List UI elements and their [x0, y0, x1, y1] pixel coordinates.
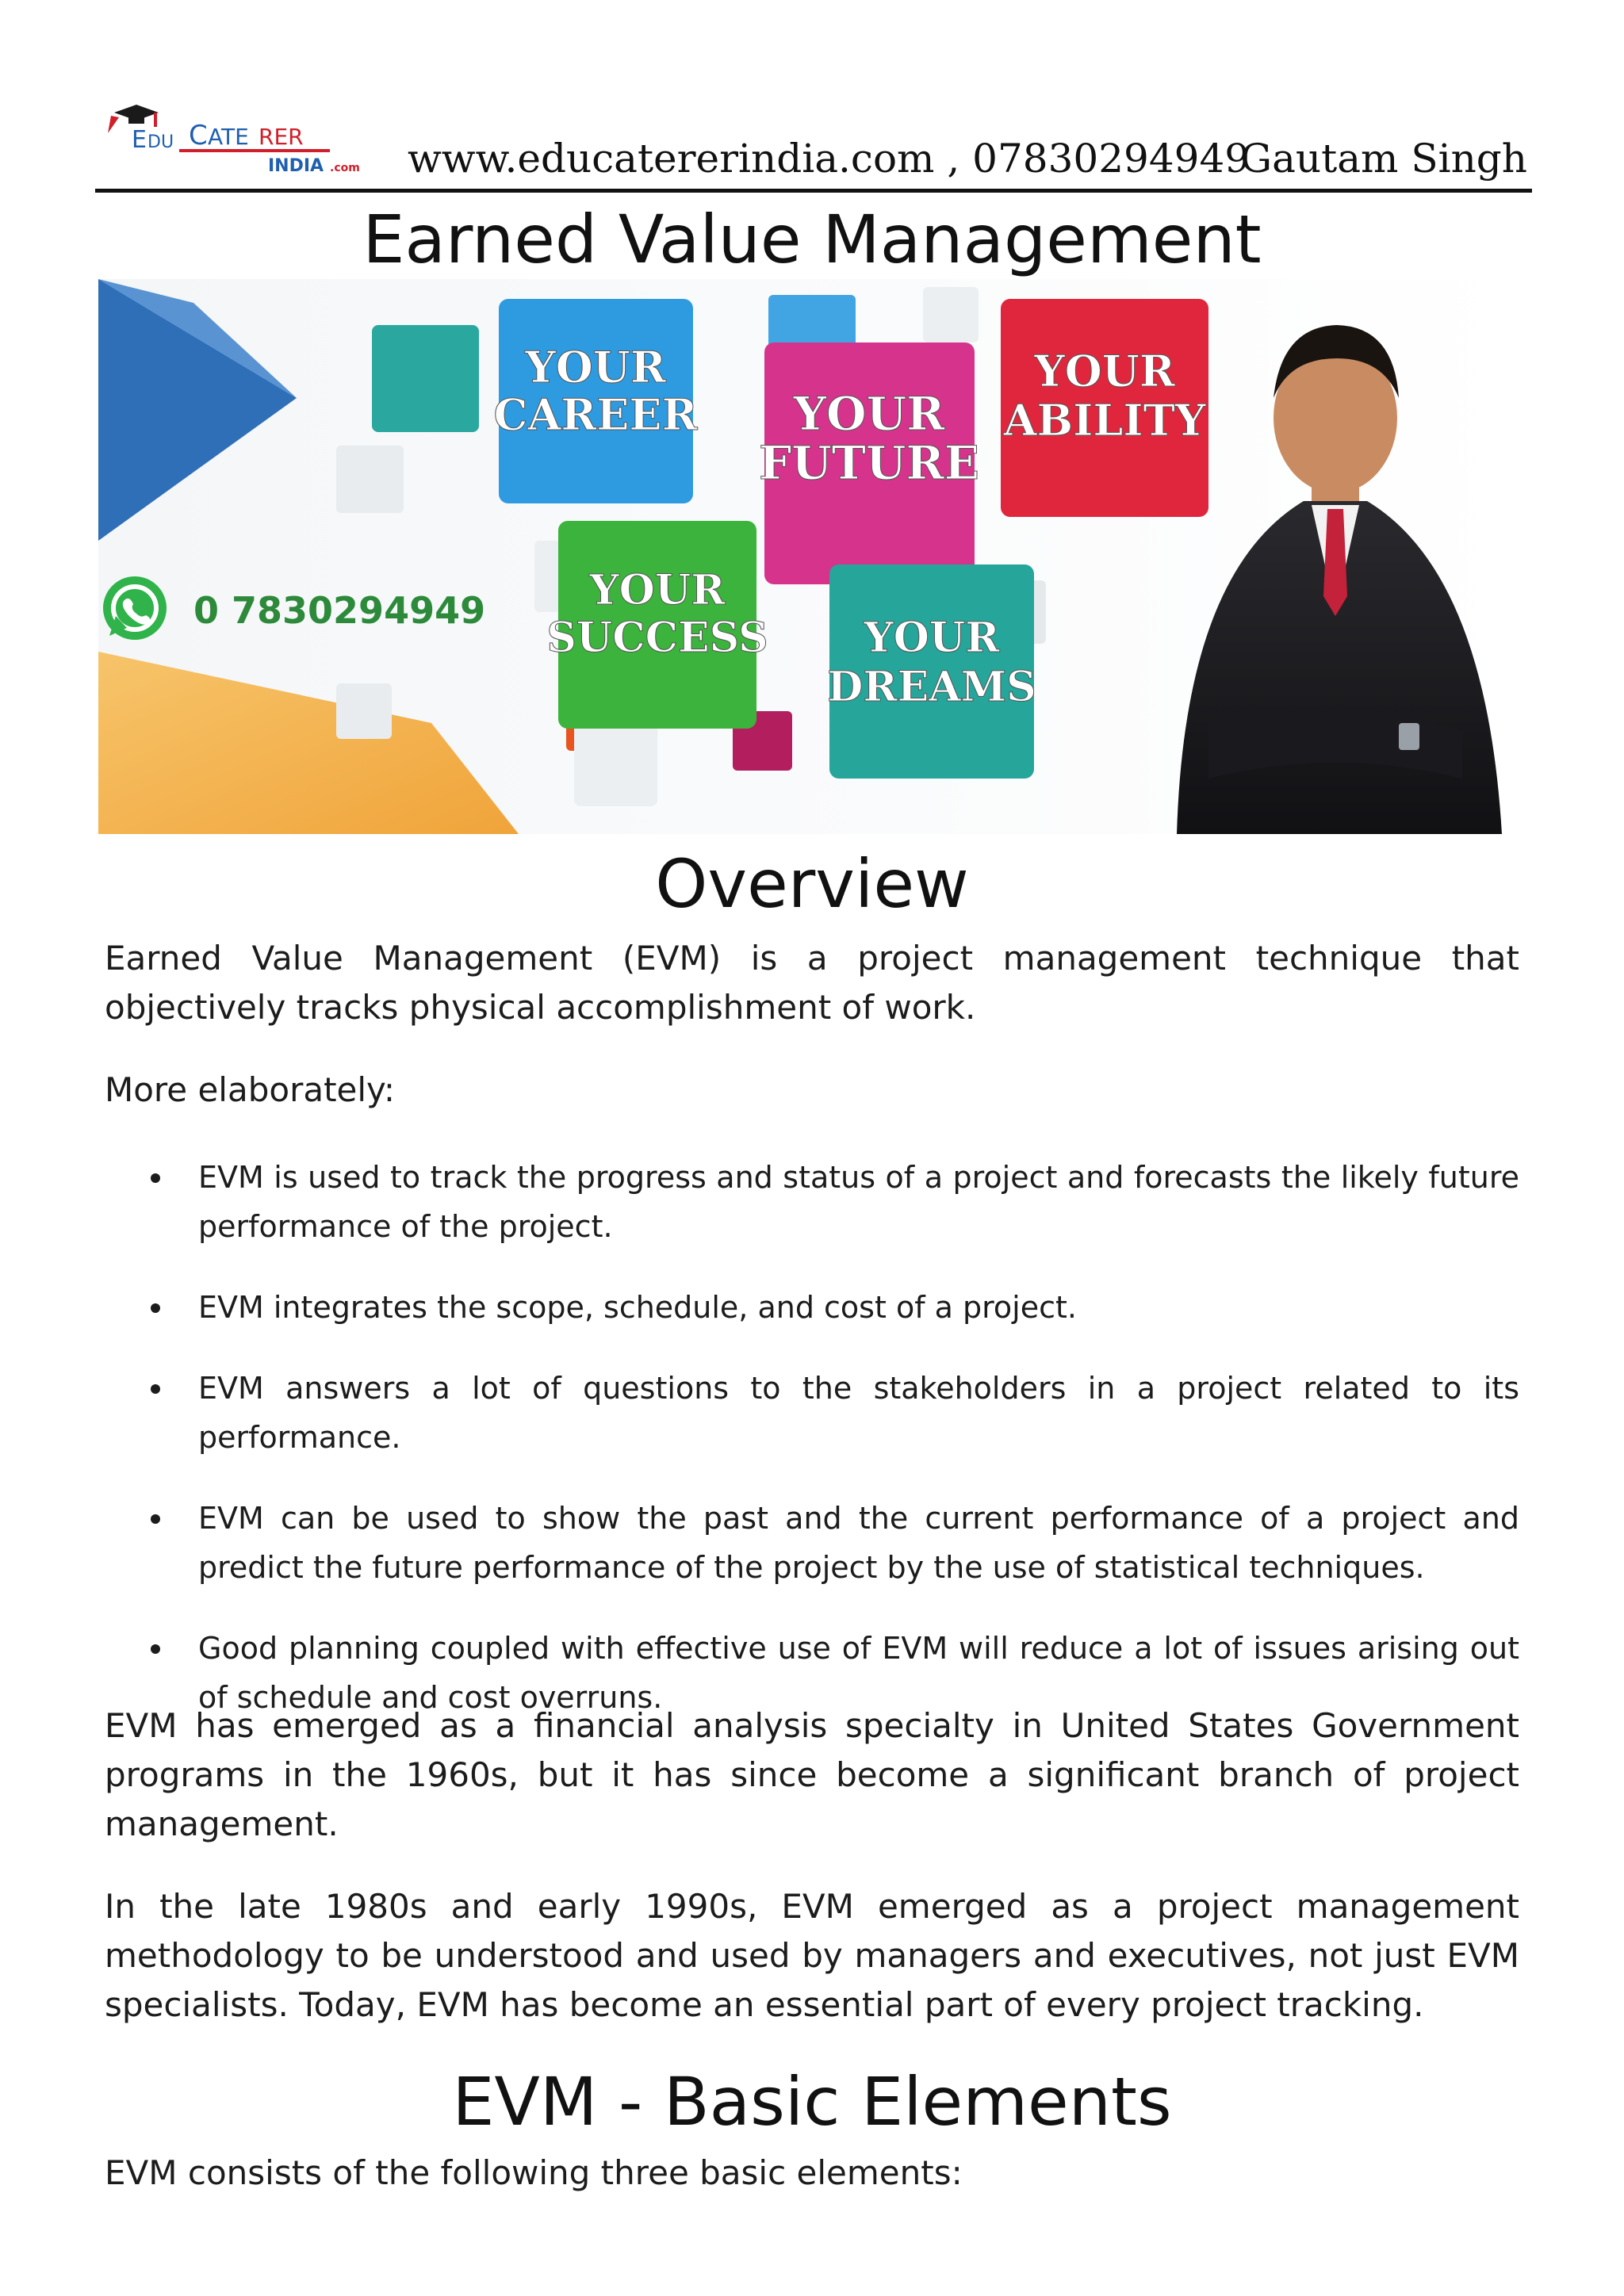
svg-text:FUTURE: FUTURE	[759, 436, 979, 490]
banner-phone: 0 7830294949	[193, 589, 486, 632]
list-item: EVM is used to track the progress and status of a project and forecasts the likely future performance of the project.	[151, 1153, 1519, 1251]
header-website-phone: www.educatererindia.com , 07830294949	[408, 136, 1251, 182]
list-item: EVM answers a lot of questions to the stakeholders in a project related to its performance.	[151, 1364, 1519, 1462]
svg-text:E: E	[132, 126, 147, 154]
tile-your-success	[546, 521, 768, 729]
tile-your-dreams	[827, 564, 1036, 779]
svg-text:DREAMS: DREAMS	[827, 663, 1036, 711]
tile-your-ability	[1001, 299, 1208, 517]
svg-text:ABILITY: ABILITY	[1003, 395, 1206, 446]
list-item: Good planning coupled with effective use of EVM will reduce a lot of issues arising out of schedule and cost overruns.	[151, 1624, 1519, 1722]
basic-elements-intro: EVM consists of the following three basic elements:	[105, 2153, 963, 2192]
list-item: EVM integrates the scope, schedule, and cost of a project.	[151, 1283, 1519, 1332]
svg-text:SUCCESS: SUCCESS	[546, 614, 768, 662]
svg-text:.com: .com	[330, 162, 360, 174]
overview-more-elaborately: More elaborately:	[105, 1070, 396, 1109]
list-item: EVM can be used to show the past and the current performance of a project and predict the future performance of the project by the use of statistical techniques.	[151, 1494, 1519, 1592]
bullet-dot-icon	[151, 1303, 160, 1313]
overview-bullet-list	[151, 1153, 1519, 1754]
header-author: Gautam Singh	[1240, 136, 1527, 182]
overview-intro: Earned Value Management (EVM) is a project management technique that objectively tracks physical accomplishment of work.	[105, 939, 1519, 1027]
svg-text:C: C	[189, 120, 208, 151]
bullet-dot-icon	[151, 1644, 160, 1654]
document-title: Earned Value Management	[362, 201, 1262, 278]
bullet-dot-icon	[151, 1173, 160, 1183]
overview-today-paragraph: In the late 1980s and early 1990s, EVM emerged as a project management methodology to be understood and used by managers and executives, not just EVM specialists. Today, EVM has become an essential part of every project tracking.	[105, 1887, 1519, 2024]
svg-text:YOUR: YOUR	[793, 387, 945, 441]
basic-elements-heading: EVM - Basic Elements	[452, 2063, 1172, 2141]
tile-your-future	[759, 342, 979, 584]
banner-image	[98, 279, 1527, 834]
tile-your-career	[494, 299, 699, 503]
svg-text:ATE: ATE	[208, 124, 249, 150]
svg-text:YOUR: YOUR	[525, 342, 666, 392]
svg-text:YOUR: YOUR	[864, 614, 1000, 662]
overview-heading: Overview	[655, 845, 969, 923]
whatsapp-icon	[103, 576, 167, 640]
educaterer-logo	[100, 98, 385, 178]
bullet-dot-icon	[151, 1384, 160, 1394]
overview-history-paragraph: EVM has emerged as a financial analysis specialty in United States Government programs in the 1960s, but it has since become a significant branch of project management.	[105, 1706, 1519, 1843]
page-header	[95, 95, 1532, 193]
svg-text:INDIA: INDIA	[268, 156, 324, 176]
svg-text:CAREER: CAREER	[493, 389, 698, 440]
svg-text:DU: DU	[147, 132, 174, 152]
svg-text:RER: RER	[259, 124, 304, 150]
svg-text:YOUR: YOUR	[1034, 346, 1175, 396]
svg-text:YOUR: YOUR	[589, 566, 726, 614]
bullet-dot-icon	[151, 1514, 160, 1524]
